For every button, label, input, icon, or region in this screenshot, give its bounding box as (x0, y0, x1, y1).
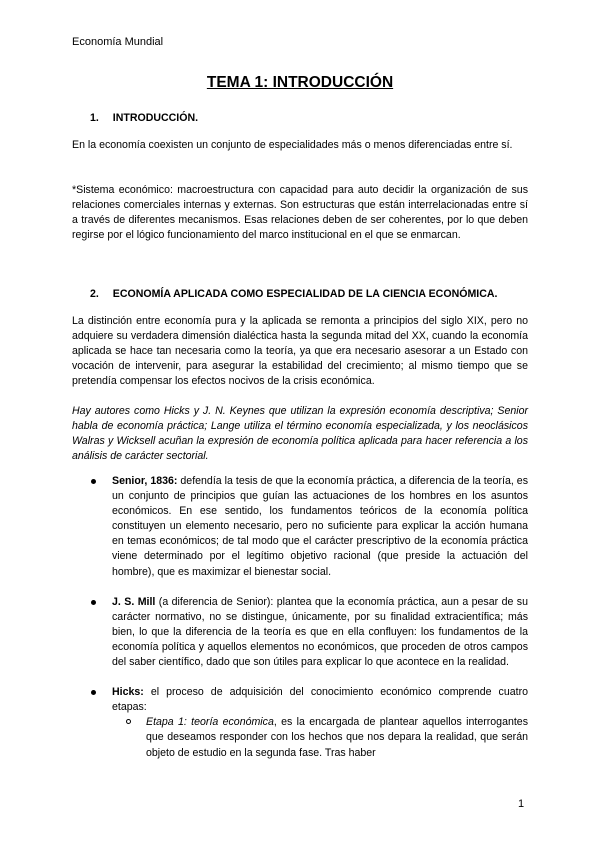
page-header: Economía Mundial (72, 36, 164, 48)
page-title: TEMA 1: INTRODUCCIÓN (206, 74, 394, 91)
list-item-text: el proceso de adquisición del conocimiento económico comprende cuatro etapas: (112, 686, 528, 714)
section-1-title: INTRODUCCIÓN. (112, 112, 199, 124)
bullet-dot-icon (91, 479, 96, 484)
section-1-heading (90, 112, 198, 124)
list-item-lead: Senior, 1836: (112, 475, 178, 487)
hollow-circle-icon (126, 719, 131, 724)
sub-list-item-lead: Etapa 1: teoría económica (146, 716, 274, 729)
sub-list-item-stage-1 (72, 715, 528, 760)
list-item-mill (72, 595, 528, 670)
bullet-dot-icon (91, 600, 96, 605)
section-2-number: 2. (90, 288, 99, 300)
list-item-lead: J. S. Mill (112, 595, 156, 608)
section-1-number: 1. (90, 112, 99, 124)
section-2-title: ECONOMÍA APLICADA COMO ESPECIALIDAD DE LA CIENCIA ECONÓMICA. (112, 288, 498, 300)
section-2-paragraph-italic: Hay autores como Hicks y J. N. Keynes que utilizan la expresión economía descriptiva; Senior habla de economía práctica; Lange utiliza el término economía especializada, y los neoclásicos Walras y Wicksell acuñan la expresión de economía política aplicada para hacer referencia a los análisis de carácter sectorial. (72, 405, 528, 463)
list-item-senior (72, 474, 528, 580)
list-item-lead: Hicks: (112, 686, 144, 699)
section-1-paragraph-2: *Sistema económico: macroestructura con capacidad para auto decidir la organización de sus relaciones comerciales internas y externas. Son estructuras que están interrelacionadas entre sí a través de diferentes mecanismos. Esas relaciones deben de ser coherentes, por lo que deben regirse por el lógico funcionamiento del marco institucional en el que se enmarcan. (72, 184, 528, 242)
list-item-text: defendía la tesis de que la economía práctica, a diferencia de la teoría, es un conjunto de principios que guían las actuaciones de los hombres en los asuntos económicos. En ese sentido, los fundamentos teóricos de la economía política constituyen un elemento necesario, pero no suficiente para explicar la acción humana en temas económicos; de tal modo que el carácter prescriptivo de la economía práctica viene determinado por el legítimo objetivo racional (que preside la actuación del hombre), que es maximizar el bienestar social. (112, 475, 528, 578)
list-item-text: (a diferencia de Senior): plantea que la economía práctica, aun a pesar de su carácter normativo, no se distingue, únicamente, por su finalidad extracientífica; más bien, lo que la diferencia de la teoría es que en ella confluyen: los fundamentos de la economía política y aquellos elementos no económicos, que proceden de otros campos del saber científico, dado que son útiles para explicar lo que acontece en la realidad. (112, 595, 528, 669)
list-item-hicks (72, 685, 528, 715)
page-number: 1 (518, 798, 525, 810)
sub-list-item-text: , es la encargada de plantear aquellos interrogantes que deseamos responder con los hechos que nos depara la realidad, que serán objeto de estudio en la segunda fase. Tras haber (146, 716, 528, 759)
section-2-paragraph-1: La distinción entre economía pura y la aplicada se remonta a principios del siglo XIX, pero no adquiere su verdadera dimensión dialéctica hasta la segunda mitad del XX, cuando la economía aplicada se hace tan necesaria como la teoría, ya que era necesario asesorar a un Estado con vocación de intervenir, para asegurar la estabilidad del crecimiento; al mismo tiempo que se pretendía compensar los efectos nocivos de la crisis económica. (72, 315, 528, 388)
section-1-paragraph-1: En la economía coexisten un conjunto de especialidades más o menos diferenciadas entre sí. (72, 139, 513, 151)
authors-list (72, 474, 528, 761)
bullet-dot-icon (91, 690, 96, 695)
section-2-heading (90, 288, 497, 300)
